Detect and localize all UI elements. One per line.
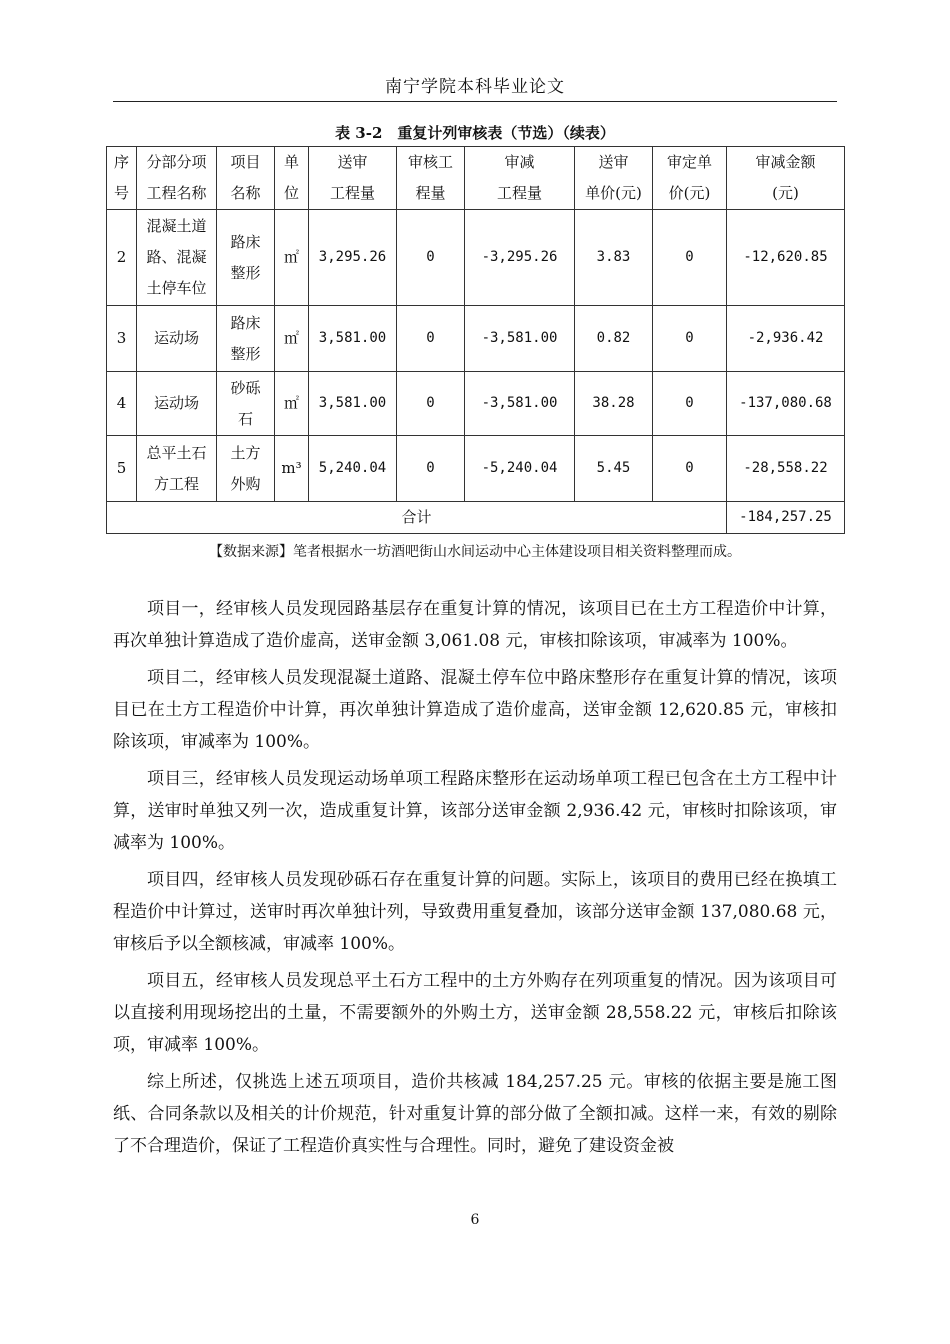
paragraph: 项目五，经审核人员发现总平土石方工程中的土方外购存在列项重复的情况。因为该项目可以直接利用现场挖出的土量，不需要额外的外购土方，送审金额 28,558.22 元，审核后扣除该项，审减率 100%。: [113, 971, 837, 1055]
cell-submitted-price: 5.45: [575, 436, 653, 502]
col-header-part: 分部分项 工程名称: [137, 147, 217, 210]
source-note: 【数据来源】笔者根据水一坊酒吧街山水间运动中心主体建设项目相关资料整理而成。: [209, 544, 741, 560]
cell-part: 运动场: [137, 306, 217, 372]
cell-reduced-qty: -3,581.00: [465, 306, 575, 372]
col-header-no: 序 号: [107, 147, 137, 210]
table-caption: 表 3-2 重复计列审核表（节选）（续表）: [335, 124, 615, 142]
cell-audited-qty: 0: [397, 436, 465, 502]
col-header-audited-price: 审定单 价(元): [653, 147, 727, 210]
cell-submitted-qty: 3,581.00: [309, 372, 397, 436]
header-rule: [113, 101, 837, 102]
cell-unit: ㎡: [275, 210, 309, 306]
cell-submitted-qty: 3,581.00: [309, 306, 397, 372]
cell-no: 3: [107, 306, 137, 372]
col-header-item: 项目 名称: [217, 147, 275, 210]
cell-audited-price: 0: [653, 210, 727, 306]
cell-submitted-price: 3.83: [575, 210, 653, 306]
col-header-reduced-qty: 审减 工程量: [465, 147, 575, 210]
cell-audited-qty: 0: [397, 306, 465, 372]
cell-audited-price: 0: [653, 436, 727, 502]
cell-part: 总平土石 方工程: [137, 436, 217, 502]
cell-submitted-qty: 3,295.26: [309, 210, 397, 306]
col-header-audited-qty: 审核工 程量: [397, 147, 465, 210]
cell-reduced-amount: -28,558.22: [727, 436, 845, 502]
cell-unit: ㎡: [275, 372, 309, 436]
cell-reduced-amount: -12,620.85: [727, 210, 845, 306]
cell-unit: ㎡: [275, 306, 309, 372]
cell-unit: m³: [275, 436, 309, 502]
body-text: [113, 593, 837, 1167]
page-number: 6: [470, 1212, 480, 1228]
table-header-row: [107, 147, 845, 210]
col-header-submitted-qty: 送审 工程量: [309, 147, 397, 210]
cell-item: 土方 外购: [217, 436, 275, 502]
cell-submitted-price: 38.28: [575, 372, 653, 436]
cell-audited-price: 0: [653, 372, 727, 436]
cell-reduced-qty: -3,581.00: [465, 372, 575, 436]
table-total-row: [107, 502, 845, 534]
cell-reduced-amount: -137,080.68: [727, 372, 845, 436]
paragraph: 项目一，经审核人员发现园路基层存在重复计算的情况，该项目已在土方工程造价中计算，再次单独计算造成了造价虚高，送审金额 3,061.08 元，审核扣除该项，审减率为 100%。: [113, 599, 837, 651]
running-header: 南宁学院本科毕业论文: [385, 77, 565, 97]
paragraph: 项目二，经审核人员发现混凝土道路、混凝土停车位中路床整形存在重复计算的情况，该项目已在土方工程造价中计算，再次单独计算造成了造价虚高，送审金额 12,620.85 元，审核扣除该项，审减率为 100%。: [113, 668, 837, 752]
total-value: -184,257.25: [727, 502, 845, 534]
cell-item: 路床 整形: [217, 210, 275, 306]
paragraph: 项目四，经审核人员发现砂砾石存在重复计算的问题。实际上，该项目的费用已经在换填工程造价中计算过，送审时再次单独计列，导致费用重复叠加，该部分送审金额 137,080.68 元，审核后予以全额核减，审减率 100%。: [113, 870, 837, 954]
cell-part: 混凝土道 路、混凝 土停车位: [137, 210, 217, 306]
cell-no: 2: [107, 210, 137, 306]
total-label: 合计: [107, 502, 727, 534]
table-row: [107, 210, 845, 306]
cell-reduced-qty: -5,240.04: [465, 436, 575, 502]
cell-audited-price: 0: [653, 306, 727, 372]
cell-part: 运动场: [137, 372, 217, 436]
table-row: [107, 372, 845, 436]
cell-no: 4: [107, 372, 137, 436]
cell-item: 路床 整形: [217, 306, 275, 372]
cell-item: 砂砾 石: [217, 372, 275, 436]
col-header-reduced-amount: 审减金额 (元): [727, 147, 845, 210]
audit-table: [106, 146, 845, 534]
col-header-unit: 单 位: [275, 147, 309, 210]
cell-reduced-amount: -2,936.42: [727, 306, 845, 372]
table-row: [107, 306, 845, 372]
cell-reduced-qty: -3,295.26: [465, 210, 575, 306]
col-header-submitted-price: 送审 单价(元): [575, 147, 653, 210]
cell-no: 5: [107, 436, 137, 502]
cell-audited-qty: 0: [397, 210, 465, 306]
table-row: [107, 436, 845, 502]
paragraph: 综上所述，仅挑选上述五项项目，造价共核减 184,257.25 元。审核的依据主要是施工图纸、合同条款以及相关的计价规范，针对重复计算的部分做了全额扣减。这样一来，有效的剔除了不合理造价，保证了工程造价真实性与合理性。同时，避免了建设资金被: [113, 1072, 837, 1156]
cell-audited-qty: 0: [397, 372, 465, 436]
cell-submitted-qty: 5,240.04: [309, 436, 397, 502]
cell-submitted-price: 0.82: [575, 306, 653, 372]
paragraph: 项目三，经审核人员发现运动场单项工程路床整形在运动场单项工程已包含在土方工程中计算，送审时单独又列一次，造成重复计算，该部分送审金额 2,936.42 元，审核时扣除该项，审减率为 100%。: [113, 769, 837, 853]
